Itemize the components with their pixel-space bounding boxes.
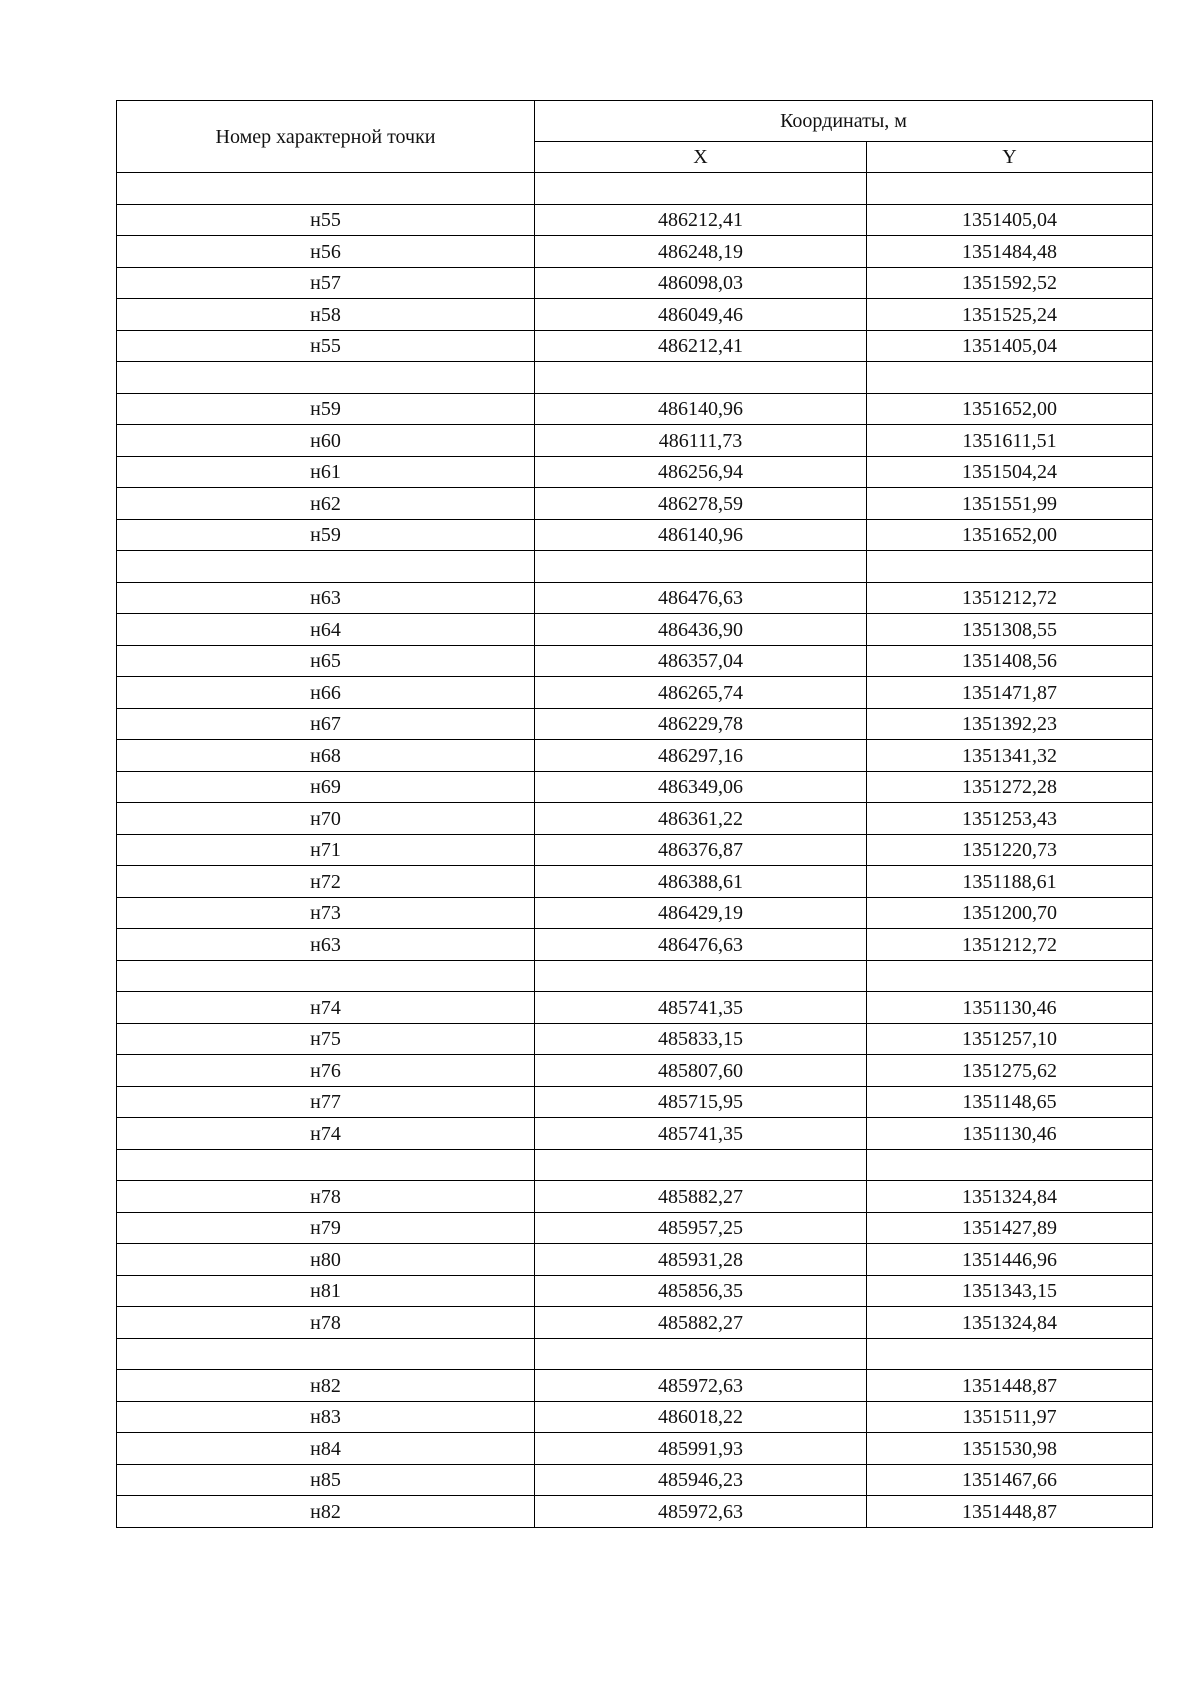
- table-row: [117, 1212, 1153, 1244]
- x-coordinate-cell: [535, 551, 867, 583]
- table-row: [117, 803, 1153, 835]
- point-number-cell: н55: [117, 330, 535, 362]
- x-coordinate-cell: 486248,19: [535, 236, 867, 268]
- table-row: [117, 708, 1153, 740]
- point-number-cell: н79: [117, 1212, 535, 1244]
- x-coordinate-cell: 486349,06: [535, 771, 867, 803]
- table-row: [117, 645, 1153, 677]
- y-coordinate-cell: 1351471,87: [867, 677, 1153, 709]
- table-row: [117, 173, 1153, 205]
- point-number-cell: [117, 173, 535, 205]
- x-coordinate-cell: 485807,60: [535, 1055, 867, 1087]
- table-row: [117, 1023, 1153, 1055]
- point-number-cell: н70: [117, 803, 535, 835]
- table-row: [117, 1496, 1153, 1528]
- x-coordinate-cell: 485856,35: [535, 1275, 867, 1307]
- table-row: [117, 1244, 1153, 1276]
- y-coordinate-cell: 1351427,89: [867, 1212, 1153, 1244]
- point-number-cell: н83: [117, 1401, 535, 1433]
- point-number-cell: н68: [117, 740, 535, 772]
- point-number-cell: н59: [117, 393, 535, 425]
- table-row: [117, 740, 1153, 772]
- point-number-cell: н81: [117, 1275, 535, 1307]
- y-coordinate-cell: 1351341,32: [867, 740, 1153, 772]
- y-coordinate-cell: 1351130,46: [867, 992, 1153, 1024]
- point-number-cell: н59: [117, 519, 535, 551]
- x-coordinate-cell: 486476,63: [535, 582, 867, 614]
- y-coordinate-cell: 1351324,84: [867, 1307, 1153, 1339]
- table-row: [117, 771, 1153, 803]
- x-coordinate-cell: [535, 960, 867, 992]
- y-coordinate-cell: 1351408,56: [867, 645, 1153, 677]
- table-row: [117, 1275, 1153, 1307]
- table-row: [117, 677, 1153, 709]
- x-coordinate-cell: [535, 362, 867, 394]
- x-coordinate-cell: 485972,63: [535, 1370, 867, 1402]
- x-coordinate-cell: 486388,61: [535, 866, 867, 898]
- x-coordinate-cell: 485946,23: [535, 1464, 867, 1496]
- table-row: [117, 1370, 1153, 1402]
- point-number-cell: н63: [117, 582, 535, 614]
- y-coordinate-cell: 1351272,28: [867, 771, 1153, 803]
- table-row: [117, 299, 1153, 331]
- x-coordinate-cell: 486476,63: [535, 929, 867, 961]
- y-coordinate-cell: [867, 960, 1153, 992]
- coordinates-header: Координаты, м: [535, 101, 1153, 142]
- x-coordinate-cell: 486018,22: [535, 1401, 867, 1433]
- table-row: [117, 362, 1153, 394]
- table-row: [117, 1307, 1153, 1339]
- point-number-cell: н56: [117, 236, 535, 268]
- table-row: [117, 204, 1153, 236]
- y-coordinate-cell: 1351324,84: [867, 1181, 1153, 1213]
- point-number-cell: н67: [117, 708, 535, 740]
- y-header: Y: [867, 142, 1153, 173]
- point-number-cell: [117, 362, 535, 394]
- point-number-cell: н76: [117, 1055, 535, 1087]
- point-number-cell: н77: [117, 1086, 535, 1118]
- table-row: [117, 519, 1153, 551]
- point-number-cell: н74: [117, 992, 535, 1024]
- table-body: [117, 173, 1153, 1528]
- point-number-header: Номер характерной точки: [117, 101, 535, 173]
- x-coordinate-cell: 486140,96: [535, 393, 867, 425]
- y-coordinate-cell: 1351188,61: [867, 866, 1153, 898]
- point-number-cell: н65: [117, 645, 535, 677]
- x-coordinate-cell: 485882,27: [535, 1307, 867, 1339]
- y-coordinate-cell: 1351148,65: [867, 1086, 1153, 1118]
- x-coordinate-cell: 486049,46: [535, 299, 867, 331]
- point-number-cell: н55: [117, 204, 535, 236]
- y-coordinate-cell: 1351308,55: [867, 614, 1153, 646]
- table-row: [117, 834, 1153, 866]
- point-number-cell: н57: [117, 267, 535, 299]
- x-coordinate-cell: 486212,41: [535, 330, 867, 362]
- y-coordinate-cell: 1351200,70: [867, 897, 1153, 929]
- table-row: [117, 960, 1153, 992]
- point-number-cell: н84: [117, 1433, 535, 1465]
- x-coordinate-cell: 486429,19: [535, 897, 867, 929]
- point-number-cell: н82: [117, 1370, 535, 1402]
- y-coordinate-cell: 1351257,10: [867, 1023, 1153, 1055]
- x-coordinate-cell: 485833,15: [535, 1023, 867, 1055]
- table-row: [117, 1401, 1153, 1433]
- x-coordinate-cell: 486376,87: [535, 834, 867, 866]
- point-number-cell: [117, 960, 535, 992]
- point-number-cell: н85: [117, 1464, 535, 1496]
- y-coordinate-cell: 1351130,46: [867, 1118, 1153, 1150]
- y-coordinate-cell: 1351611,51: [867, 425, 1153, 457]
- y-coordinate-cell: [867, 362, 1153, 394]
- y-coordinate-cell: 1351405,04: [867, 204, 1153, 236]
- y-coordinate-cell: 1351220,73: [867, 834, 1153, 866]
- x-coordinate-cell: 485972,63: [535, 1496, 867, 1528]
- y-coordinate-cell: [867, 1149, 1153, 1181]
- x-coordinate-cell: 485715,95: [535, 1086, 867, 1118]
- y-coordinate-cell: 1351392,23: [867, 708, 1153, 740]
- point-number-cell: н74: [117, 1118, 535, 1150]
- x-coordinate-cell: 486436,90: [535, 614, 867, 646]
- x-coordinate-cell: 486256,94: [535, 456, 867, 488]
- point-number-cell: н63: [117, 929, 535, 961]
- table-row: [117, 1086, 1153, 1118]
- table-row: [117, 992, 1153, 1024]
- table-row: [117, 330, 1153, 362]
- x-coordinate-cell: [535, 1338, 867, 1370]
- x-coordinate-cell: 486278,59: [535, 488, 867, 520]
- x-coordinate-cell: 486297,16: [535, 740, 867, 772]
- x-coordinate-cell: 485882,27: [535, 1181, 867, 1213]
- y-coordinate-cell: 1351484,48: [867, 236, 1153, 268]
- x-coordinate-cell: 486357,04: [535, 645, 867, 677]
- y-coordinate-cell: 1351530,98: [867, 1433, 1153, 1465]
- y-coordinate-cell: 1351446,96: [867, 1244, 1153, 1276]
- point-number-cell: н82: [117, 1496, 535, 1528]
- table-row: [117, 866, 1153, 898]
- y-coordinate-cell: 1351551,99: [867, 488, 1153, 520]
- x-coordinate-cell: 485957,25: [535, 1212, 867, 1244]
- point-number-cell: н75: [117, 1023, 535, 1055]
- y-coordinate-cell: [867, 1338, 1153, 1370]
- point-number-cell: [117, 551, 535, 583]
- point-number-cell: н69: [117, 771, 535, 803]
- y-coordinate-cell: 1351592,52: [867, 267, 1153, 299]
- table-row: [117, 614, 1153, 646]
- table-row: [117, 1149, 1153, 1181]
- point-number-cell: н78: [117, 1181, 535, 1213]
- x-coordinate-cell: [535, 1149, 867, 1181]
- point-number-cell: [117, 1149, 535, 1181]
- y-coordinate-cell: 1351212,72: [867, 582, 1153, 614]
- y-coordinate-cell: 1351652,00: [867, 393, 1153, 425]
- point-number-cell: [117, 1338, 535, 1370]
- x-coordinate-cell: 486361,22: [535, 803, 867, 835]
- point-number-cell: н66: [117, 677, 535, 709]
- x-coordinate-cell: 485741,35: [535, 992, 867, 1024]
- x-header: X: [535, 142, 867, 173]
- y-coordinate-cell: 1351275,62: [867, 1055, 1153, 1087]
- table-row: [117, 1338, 1153, 1370]
- point-number-cell: н64: [117, 614, 535, 646]
- y-coordinate-cell: 1351343,15: [867, 1275, 1153, 1307]
- table-row: [117, 551, 1153, 583]
- point-number-cell: н78: [117, 1307, 535, 1339]
- x-coordinate-cell: 486229,78: [535, 708, 867, 740]
- table-row: [117, 1055, 1153, 1087]
- table-row: [117, 1118, 1153, 1150]
- x-coordinate-cell: 485991,93: [535, 1433, 867, 1465]
- point-number-cell: н58: [117, 299, 535, 331]
- header-row: [117, 101, 1153, 142]
- table-row: [117, 236, 1153, 268]
- y-coordinate-cell: 1351253,43: [867, 803, 1153, 835]
- x-coordinate-cell: 485931,28: [535, 1244, 867, 1276]
- y-coordinate-cell: 1351405,04: [867, 330, 1153, 362]
- table-row: [117, 582, 1153, 614]
- x-coordinate-cell: 485741,35: [535, 1118, 867, 1150]
- table-row: [117, 929, 1153, 961]
- y-coordinate-cell: [867, 173, 1153, 205]
- table-row: [117, 897, 1153, 929]
- table-row: [117, 488, 1153, 520]
- point-number-cell: н71: [117, 834, 535, 866]
- y-coordinate-cell: 1351448,87: [867, 1370, 1153, 1402]
- table-row: [117, 1181, 1153, 1213]
- coordinates-table: [116, 100, 1153, 1528]
- y-coordinate-cell: 1351504,24: [867, 456, 1153, 488]
- table-row: [117, 267, 1153, 299]
- x-coordinate-cell: 486140,96: [535, 519, 867, 551]
- y-coordinate-cell: 1351511,97: [867, 1401, 1153, 1433]
- y-coordinate-cell: 1351448,87: [867, 1496, 1153, 1528]
- table-row: [117, 456, 1153, 488]
- point-number-cell: н73: [117, 897, 535, 929]
- x-coordinate-cell: 486265,74: [535, 677, 867, 709]
- x-coordinate-cell: 486098,03: [535, 267, 867, 299]
- table-row: [117, 1464, 1153, 1496]
- x-coordinate-cell: [535, 173, 867, 205]
- x-coordinate-cell: 486111,73: [535, 425, 867, 457]
- table-row: [117, 425, 1153, 457]
- y-coordinate-cell: 1351212,72: [867, 929, 1153, 961]
- table-row: [117, 393, 1153, 425]
- point-number-cell: н72: [117, 866, 535, 898]
- point-number-cell: н61: [117, 456, 535, 488]
- y-coordinate-cell: 1351525,24: [867, 299, 1153, 331]
- y-coordinate-cell: 1351652,00: [867, 519, 1153, 551]
- point-number-cell: н80: [117, 1244, 535, 1276]
- table-row: [117, 1433, 1153, 1465]
- y-coordinate-cell: [867, 551, 1153, 583]
- x-coordinate-cell: 486212,41: [535, 204, 867, 236]
- point-number-cell: н60: [117, 425, 535, 457]
- point-number-cell: н62: [117, 488, 535, 520]
- y-coordinate-cell: 1351467,66: [867, 1464, 1153, 1496]
